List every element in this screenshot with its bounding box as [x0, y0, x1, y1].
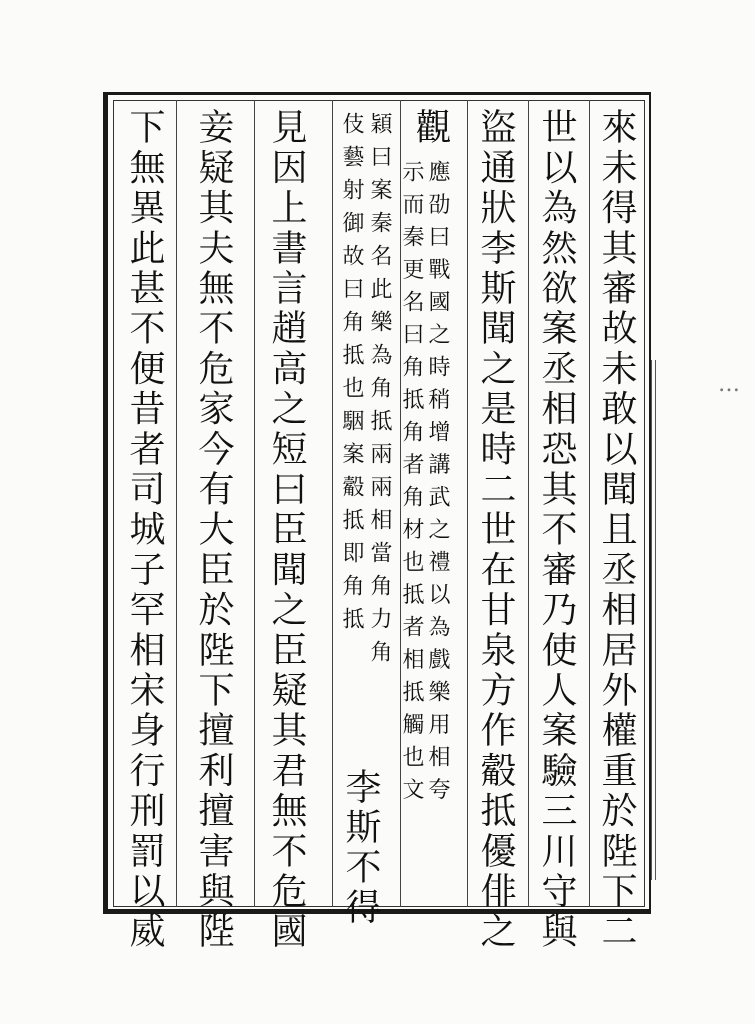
- text-column-1: 來未得其審故未敢以聞且丞相居外權重於陛下二: [596, 108, 637, 953]
- column-rule: [176, 100, 177, 907]
- column-rule: [254, 100, 255, 907]
- column-rule: [528, 100, 529, 907]
- page-edge-strip: [651, 360, 656, 880]
- text-column-3: 盜通狀李斯聞之是時二世在甘泉方作觳抵優俳之: [475, 108, 516, 953]
- page-edge-mark: …: [718, 372, 740, 397]
- commentary-column-3: 穎曰案秦名此樂為角抵兩兩相當角力角: [367, 112, 392, 673]
- text-column-6: 妾疑其夫無不危家今有大臣於陛下擅利擅害與陛: [193, 108, 234, 953]
- column-rule: [332, 100, 333, 907]
- column-rule: [467, 100, 468, 907]
- column-rule: [589, 100, 590, 907]
- text-column-7: 下無異此甚不便昔者司城子罕相宋身行刑罰以威: [124, 108, 165, 953]
- commentary-column-1: 應劭曰戰國之時稍增講武之禮以為戲樂用相夸: [425, 160, 450, 810]
- text-column-2: 世以為然欲案丞相恐其不審乃使人案驗三川守與: [536, 108, 577, 953]
- commentary-column-4: 伎藝射御故曰角抵也駰案觳抵即角抵: [339, 112, 364, 640]
- text-column-4: 觀: [410, 108, 451, 149]
- commentary-column-2: 示而秦更名曰角抵角者角材也抵者相抵觸也文: [399, 160, 424, 810]
- text-column-4-tail: 李斯不得: [340, 768, 381, 928]
- text-column-5: 見因上書言趙高之短曰臣聞之臣疑其君無不危國: [266, 108, 307, 953]
